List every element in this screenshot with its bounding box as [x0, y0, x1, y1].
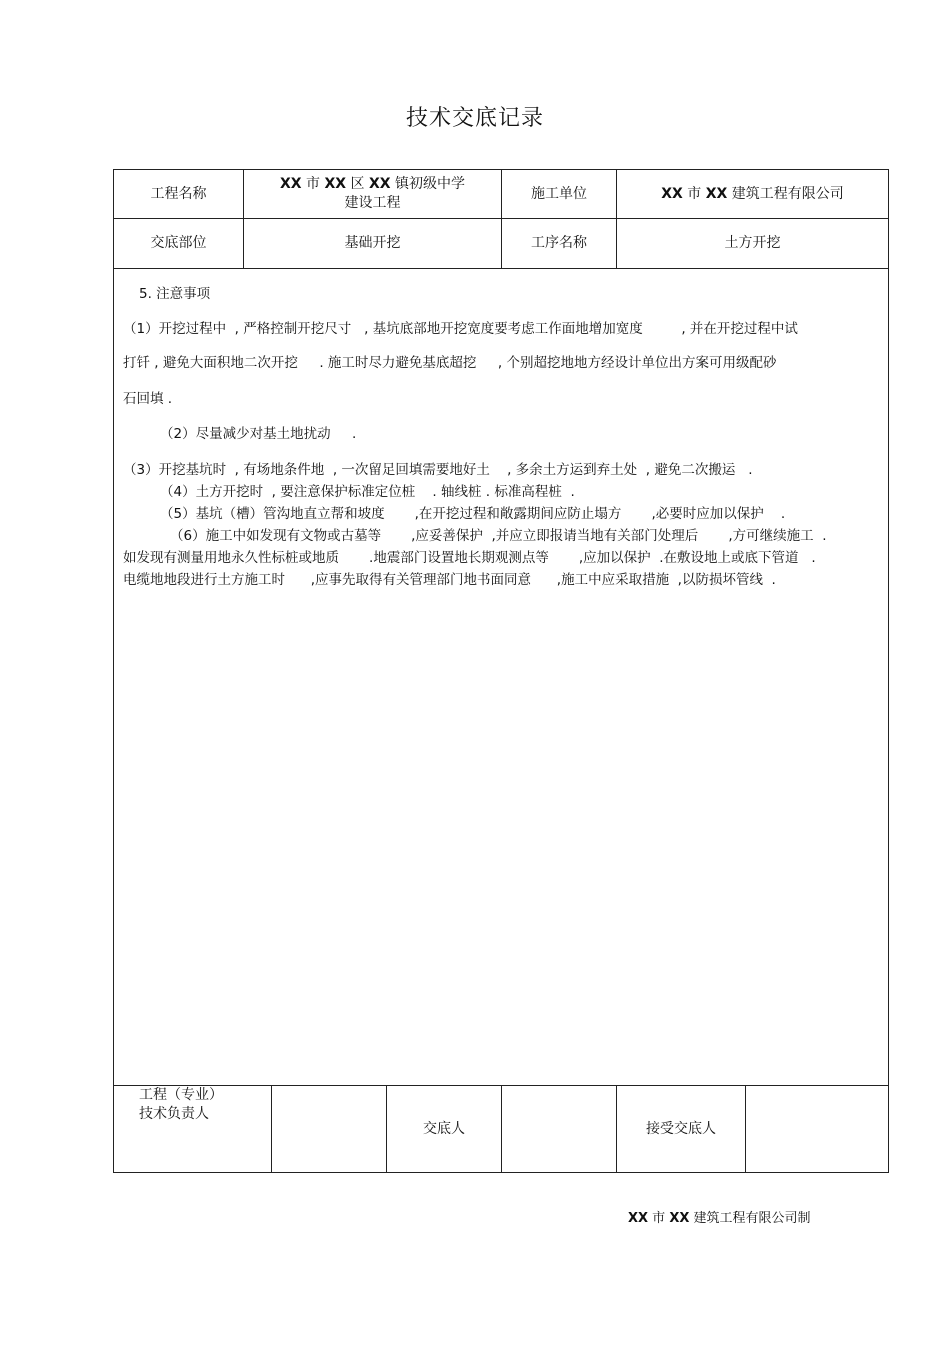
- issuer-footer: [628, 1207, 811, 1226]
- location-label: 交底部位: [150, 235, 207, 251]
- content-line: （4）土方开挖时 , 要注意保护标准定位桩 . 轴线桩 . 标准高程桩 .: [160, 484, 575, 500]
- receiver-label: 接受交底人: [646, 1120, 716, 1137]
- discloser-label: 交底人: [423, 1120, 465, 1137]
- contractor-text-run: 市: [682, 185, 706, 202]
- content-line: （1）开挖过程中 , 严格控制开挖尺寸 , 基坑底部地开挖宽度要考虑工作面地增加宽度 , 并在开挖过程中试: [123, 321, 798, 337]
- table-border-left: [113, 169, 114, 1173]
- tech-lead-label-line1: 工程（专业）: [139, 1087, 223, 1103]
- project-name-text-run: 区: [346, 176, 369, 192]
- discloser-signature[interactable]: [502, 1086, 616, 1172]
- content-line: （2）尽量减少对基土地扰动 .: [160, 426, 357, 442]
- project-name-value-line1: [280, 175, 465, 194]
- process-value: 土方开挖: [724, 235, 781, 251]
- contractor-text-run: XX: [705, 185, 728, 202]
- content-heading: 5. 注意事项: [139, 286, 211, 302]
- content-line: （5）基坑（槽）管沟地直立帮和坡度 ,在开挖过程和敞露期间应防止塌方 ,必要时应加以保护 .: [160, 506, 786, 522]
- contractor-text-run: XX: [661, 185, 683, 202]
- footer-text-run: XX: [669, 1211, 690, 1226]
- content-line: 电缆地地段进行土方施工时 ,应事先取得有关管理部门地书面同意 ,施工中应采取措施 ,以防损坏管线 .: [123, 572, 776, 588]
- tech-lead-label: [139, 1086, 271, 1172]
- contractor-text-run: 建筑工程有限公司: [727, 185, 844, 202]
- project-name-text-run: 镇初级中学: [390, 176, 466, 192]
- content-line: （6）施工中如发现有文物或古墓等 ,应妥善保护 ,并应立即报请当地有关部门处理后 ,方可继续施工 .: [170, 528, 827, 544]
- project-name-text-run: 市: [301, 176, 325, 192]
- project-name-text-run: XX: [324, 176, 347, 192]
- project-name-value: [244, 170, 501, 218]
- tech-lead-label-line2: 技术负责人: [139, 1106, 209, 1122]
- location-value: 基础开挖: [344, 235, 401, 251]
- project-name-value-line2: 建设工程: [344, 195, 401, 211]
- project-name-text-run: XX: [279, 176, 302, 192]
- contractor-value: [617, 170, 888, 218]
- project-name-label: 工程名称: [150, 185, 207, 202]
- project-name-text-run: XX: [368, 176, 391, 192]
- content-line: 如发现有测量用地永久性标桩或地质 .地震部门设置地长期观测点等 ,应加以保护 .在敷设地上或底下管道 .: [123, 550, 816, 566]
- receiver-signature[interactable]: [746, 1086, 888, 1172]
- content-line: （3）开挖基坑时 , 有场地条件地 , 一次留足回填需要地好土 , 多余土方运到弃土处 , 避免二次搬运 .: [123, 462, 753, 478]
- process-label: 工序名称: [531, 235, 587, 251]
- footer-text-run: 建筑工程有限公司制: [689, 1211, 811, 1226]
- footer-text-run: XX: [628, 1211, 649, 1226]
- table-border-right: [888, 169, 889, 1173]
- content-line: 石回填 .: [123, 391, 173, 407]
- content-line: 打钎 , 避免大面积地二次开挖 . 施工时尽力避免基底超挖 , 个别超挖地地方经设计单位出方案可用级配砂: [123, 355, 777, 371]
- contractor-label: 施工单位: [531, 185, 587, 202]
- document-title: 技术交底记录: [405, 106, 544, 131]
- tech-lead-signature[interactable]: [272, 1086, 386, 1172]
- footer-text-run: 市: [648, 1211, 670, 1226]
